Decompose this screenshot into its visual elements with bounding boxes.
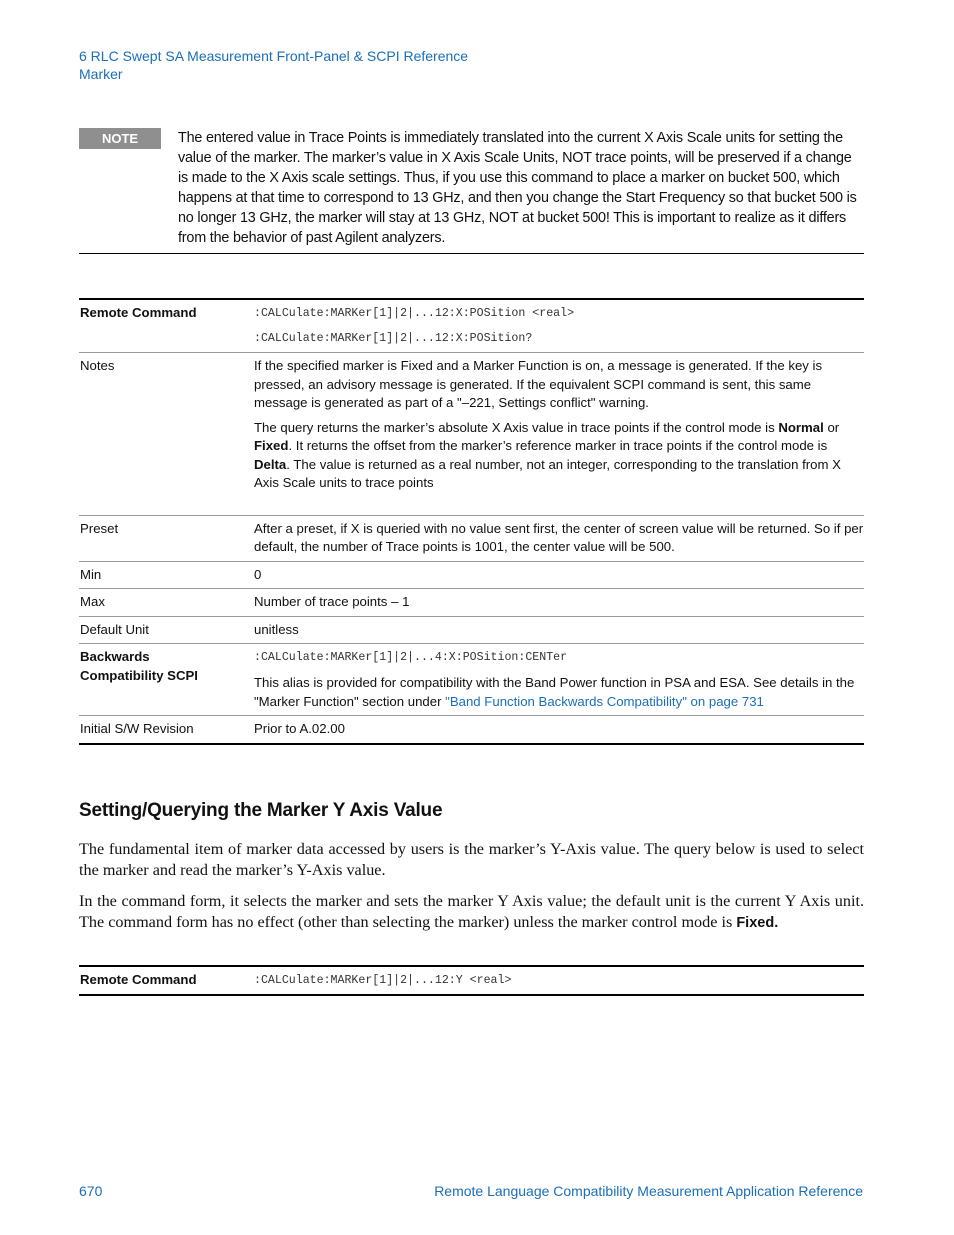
table-row: [79, 353, 864, 516]
max-label: Max: [79, 589, 253, 617]
remote-command-query: :CALCulate:MARKer[1]|2|...12:X:POSition?: [254, 332, 533, 345]
table-row: [79, 966, 864, 995]
remote-command-y: :CALCulate:MARKer[1]|2|...12:Y <real>: [254, 974, 512, 987]
page-number: 670: [79, 1183, 103, 1199]
table-row: [79, 561, 864, 589]
backwards-compat-label: [79, 644, 253, 716]
max-value: Number of trace points – 1: [253, 589, 864, 617]
backwards-compat-description: This alias is provided for compatibility with the Band Power function in PSA and ESA. See details in the "Marker Function" section under: [254, 675, 855, 709]
body-paragraph-1: The fundamental item of marker data accessed by users is the marker’s Y-Axis value. The query below is used to select the marker and read the marker’s Y-Axis value.: [79, 840, 864, 879]
table-row: [79, 589, 864, 617]
remote-command-cell: [253, 299, 864, 353]
body-paragraph-2: [79, 891, 864, 933]
x-position-command-table: [79, 298, 864, 745]
default-unit-label: Default Unit: [79, 616, 253, 644]
y-value-command-table: [79, 965, 864, 996]
normal-mode-term: Normal: [778, 419, 824, 435]
notes-text: . The value is returned as a real number, not an integer, corresponding to the translation from X Axis Scale units to trace points: [254, 456, 841, 490]
remote-command-label: Remote Command: [79, 966, 253, 995]
preset-label: Preset: [79, 515, 253, 561]
notes-text: . It returns the offset from the marker’s reference marker in trace points if the control mode is: [288, 438, 828, 453]
note-text: The entered value in Trace Points is immediately translated into the current X Axis Scale units for setting the value of the marker. The marker’s value in X Axis Scale Units, NOT trace points, will be preserved if a change is made to the X Axis scale settings. Thus, if you use this command to place a marker on bucket 500, which happens at that time to correspond to 13 GHz, and then you change the Start Frequency so that bucket 500 is no longer 13 GHz, the marker will stay at 13 GHz, NOT at bucket 500! This is important to realize as it differs from the behavior of past Agilent analyzers.: [178, 130, 857, 246]
book-title: Remote Language Compatibility Measurement Application Reference: [434, 1183, 863, 1199]
table-row: [79, 616, 864, 644]
remote-command-label: Remote Command: [79, 299, 253, 353]
preset-value: After a preset, if X is queried with no value sent first, the center of screen value will be returned. So if per default, the number of Trace points is 1001, the center value will be 500.: [253, 515, 864, 561]
fixed-mode-term: Fixed.: [736, 914, 779, 931]
min-value: 0: [253, 561, 864, 589]
backwards-compat-cell: [253, 644, 864, 716]
backwards-compat-label-line1: Backwards: [80, 649, 150, 664]
table-row: [79, 299, 864, 353]
chapter-title: 6 RLC Swept SA Measurement Front-Panel & SCPI Reference: [79, 48, 469, 64]
initial-revision-label: Initial S/W Revision: [79, 716, 253, 744]
body-paragraph-2-text: In the command form, it selects the marker and sets the marker Y Axis value; the default unit is the current Y Axis unit. The command form has no effect (other than selecting the marker) unless the marker control mode is: [79, 892, 864, 931]
fixed-mode-term: Fixed: [254, 438, 289, 453]
min-label: Min: [79, 561, 253, 589]
note-badge: NOTE: [79, 128, 161, 149]
table-row: [79, 716, 864, 744]
note-divider: [79, 253, 864, 254]
notes-paragraph-2: [254, 419, 864, 493]
notes-text: or: [823, 419, 840, 435]
section-heading: Setting/Querying the Marker Y Axis Value: [79, 800, 443, 821]
initial-revision-value: Prior to A.02.00: [253, 716, 864, 744]
notes-cell: [253, 353, 864, 516]
band-function-link[interactable]: "Band Function Backwards Compatibility" on page 731: [445, 693, 764, 709]
remote-command-cell: [253, 966, 864, 995]
section-title: Marker: [79, 66, 123, 82]
table-row: [79, 515, 864, 561]
remote-command-set: :CALCulate:MARKer[1]|2|...12:X:POSition <real>: [254, 307, 575, 320]
backwards-compat-text: [254, 674, 864, 711]
running-header: [79, 47, 468, 83]
notes-text: The query returns the marker’s absolute X Axis value in trace points if the control mode is: [254, 419, 779, 435]
table-row: [79, 644, 864, 716]
delta-mode-term: Delta: [254, 456, 287, 472]
backwards-compat-label-line2: Compatibility SCPI: [80, 667, 198, 683]
backwards-compat-command: :CALCulate:MARKer[1]|2|...4:X:POSition:CENTer: [254, 651, 568, 664]
default-unit-value: unitless: [253, 616, 864, 644]
notes-label: Notes: [79, 353, 253, 516]
notes-paragraph-1: If the specified marker is Fixed and a Marker Function is on, a message is generated. If the key is pressed, an advisory message is generated. If the equivalent SCPI command is sent, this same message is generated as part of a "–221, Settings conflict" warning.: [254, 358, 823, 410]
